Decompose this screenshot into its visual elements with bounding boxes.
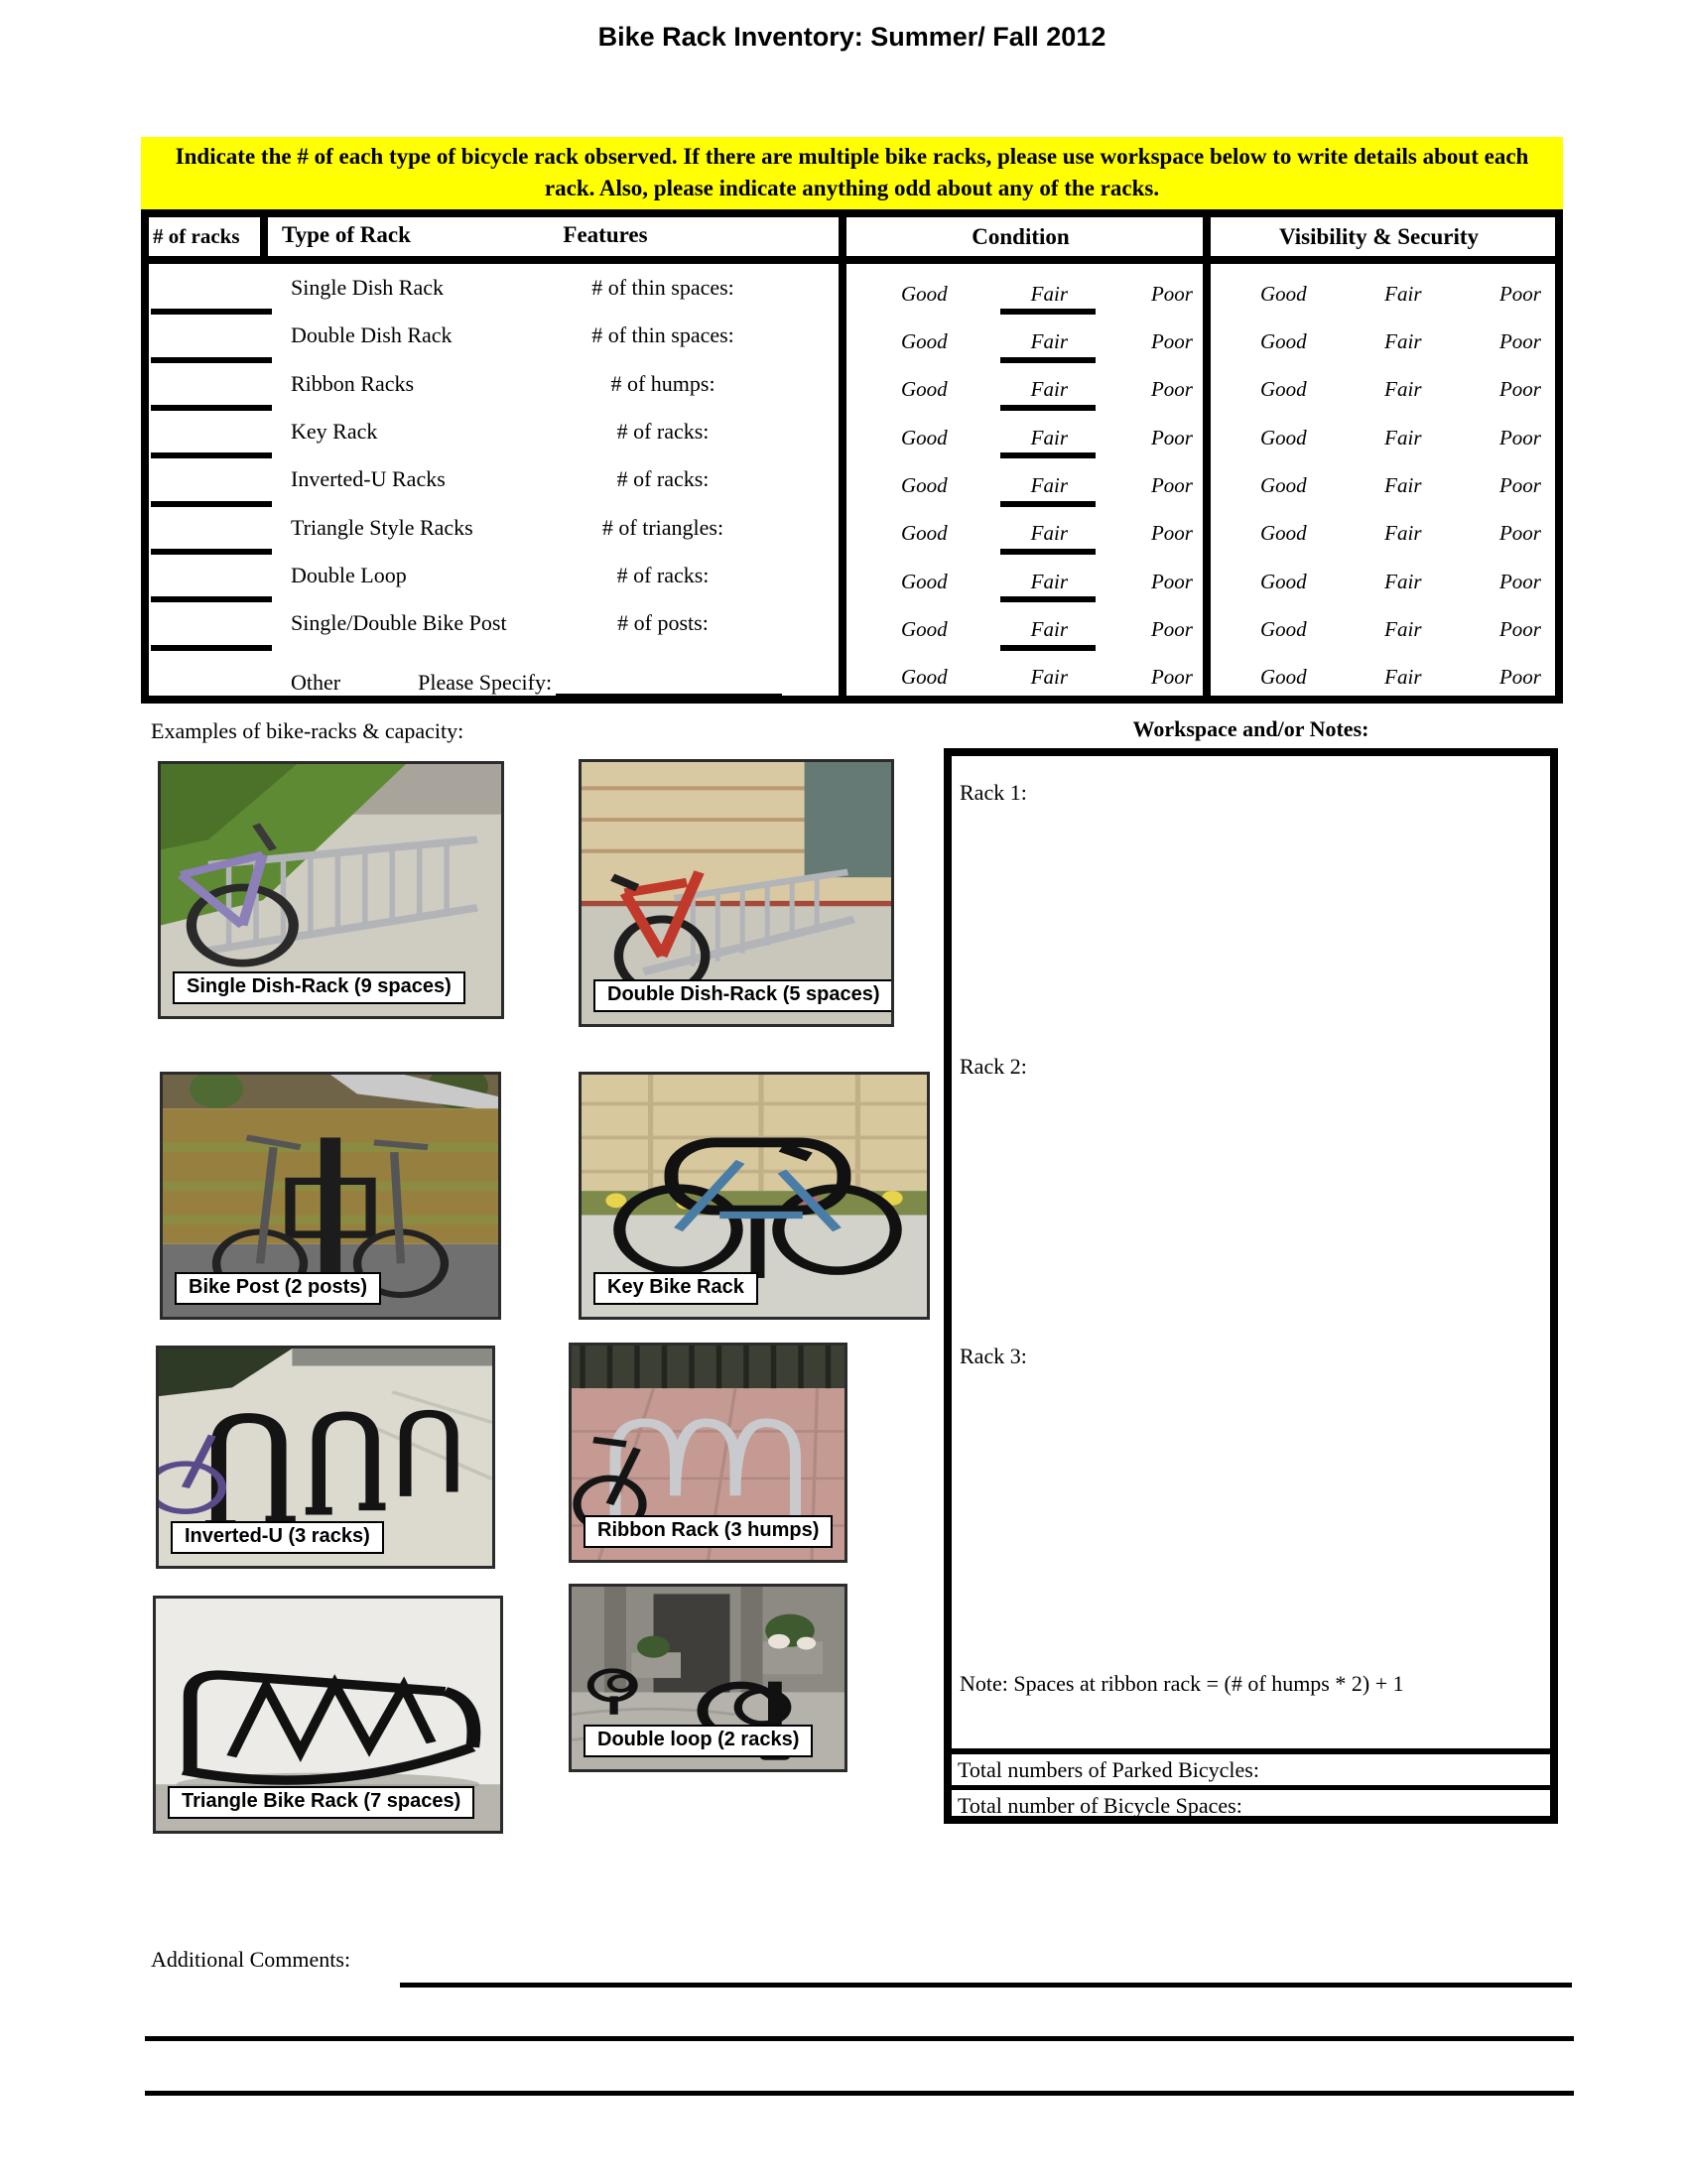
visibility-good[interactable]: Good [1260, 665, 1307, 690]
condition-good[interactable]: Good [901, 425, 948, 450]
photo-caption: Inverted-U (3 racks) [171, 1521, 384, 1554]
condition-fair[interactable]: Fair [1030, 616, 1068, 641]
rack-1-label: Rack 1: [960, 780, 1027, 805]
num-racks-cell[interactable] [149, 455, 276, 503]
workspace-box [944, 748, 1558, 1824]
visibility-fair[interactable]: Fair [1384, 377, 1422, 402]
num-racks-cell[interactable] [149, 408, 276, 455]
table-row-triangle [149, 504, 1555, 552]
condition-options [846, 461, 1211, 509]
rack-type-label: Ribbon Racks [291, 370, 415, 396]
visibility-poor[interactable]: Poor [1498, 377, 1541, 402]
visibility-good[interactable]: Good [1260, 328, 1307, 353]
visibility-options [1211, 510, 1555, 558]
visibility-fair[interactable]: Fair [1384, 665, 1422, 690]
feature-label: # of racks: [616, 466, 710, 492]
rack-type-label: Other [291, 669, 341, 695]
photo-triangle-rack [153, 1596, 503, 1834]
condition-options [846, 510, 1211, 558]
num-racks-cell[interactable] [149, 648, 276, 696]
table-row-key-rack [149, 408, 1555, 455]
condition-options [846, 270, 1211, 318]
condition-poor[interactable]: Poor [1150, 569, 1193, 593]
rack-1-notes-area[interactable] [952, 756, 1550, 1030]
photo-double-dish-rack [579, 759, 894, 1027]
photo-caption: Ribbon Rack (3 humps) [584, 1515, 833, 1548]
visibility-poor[interactable]: Poor [1498, 425, 1541, 450]
feature-label: # of posts: [617, 610, 709, 636]
condition-fair[interactable]: Fair [1030, 665, 1068, 690]
visibility-options [1211, 558, 1555, 605]
num-racks-cell[interactable] [149, 599, 276, 647]
photo-caption: Double Dish-Rack (5 spaces) [593, 979, 894, 1012]
table-header-row [149, 217, 1555, 264]
visibility-good[interactable]: Good [1260, 281, 1307, 306]
condition-poor[interactable]: Poor [1150, 665, 1193, 690]
visibility-poor[interactable]: Poor [1498, 665, 1541, 690]
table-row-single-dish [149, 264, 1555, 312]
rack-inventory-table [141, 209, 1563, 704]
visibility-fair[interactable]: Fair [1384, 569, 1422, 593]
workspace-heading: Workspace and/or Notes: [1132, 716, 1369, 741]
instructions-banner: Indicate the # of each type of bicycle rack observed. If there are multiple bike racks, please use workspace below to write details about each rack. Also, please indicate anything odd about any of the racks. [141, 137, 1563, 210]
photo-ribbon-rack [569, 1343, 847, 1563]
rack-type-label: Inverted-U Racks [291, 466, 446, 492]
visibility-options [1211, 654, 1555, 702]
visibility-poor[interactable]: Poor [1498, 569, 1541, 593]
visibility-options [1211, 270, 1555, 318]
column-divider [839, 217, 846, 696]
visibility-poor[interactable]: Poor [1498, 521, 1541, 546]
visibility-good[interactable]: Good [1260, 377, 1307, 402]
total-parked-bicycles-field[interactable]: Total numbers of Parked Bicycles: [952, 1748, 1550, 1785]
header-num-racks: # of racks [149, 217, 268, 256]
visibility-poor[interactable]: Poor [1498, 616, 1541, 641]
column-divider [1203, 217, 1211, 696]
visibility-options [1211, 605, 1555, 653]
feature-label: # of humps: [610, 370, 715, 396]
rack-type-label: Triangle Style Racks [291, 514, 473, 540]
condition-fair[interactable]: Fair [1030, 425, 1068, 450]
table-row-double-dish [149, 312, 1555, 359]
visibility-poor[interactable]: Poor [1498, 281, 1541, 306]
num-racks-cell[interactable] [149, 360, 276, 408]
photo-caption: Single Dish-Rack (9 spaces) [173, 971, 465, 1004]
condition-poor[interactable]: Poor [1150, 616, 1193, 641]
feature-label: # of thin spaces: [591, 322, 734, 348]
header-type-of-rack: Type of Rack [282, 222, 411, 247]
please-specify-label: Please Specify: [418, 669, 553, 695]
visibility-options [1211, 366, 1555, 414]
feature-label: # of racks: [616, 563, 710, 588]
condition-poor[interactable]: Poor [1150, 472, 1193, 497]
header-features: Features [563, 222, 648, 247]
num-racks-cell[interactable] [149, 504, 276, 552]
condition-good[interactable]: Good [901, 377, 948, 402]
header-condition: Condition [972, 223, 1070, 249]
condition-good[interactable]: Good [901, 665, 948, 690]
condition-poor[interactable]: Poor [1150, 328, 1193, 353]
condition-good[interactable]: Good [901, 616, 948, 641]
feature-label: # of racks: [616, 419, 710, 445]
condition-options [846, 366, 1211, 414]
comments-line-3[interactable] [145, 2091, 1574, 2096]
rack-type-label: Double Dish Rack [291, 322, 453, 348]
rack-3-notes-area[interactable] [952, 1320, 1550, 1647]
photo-caption: Bike Post (2 posts) [175, 1272, 381, 1305]
condition-options [846, 654, 1211, 702]
condition-poor[interactable]: Poor [1150, 425, 1193, 450]
condition-good[interactable]: Good [901, 281, 948, 306]
visibility-fair[interactable]: Fair [1384, 281, 1422, 306]
rack-2-label: Rack 2: [960, 1054, 1027, 1079]
table-row-ribbon [149, 360, 1555, 408]
visibility-options [1211, 461, 1555, 509]
condition-poor[interactable]: Poor [1150, 377, 1193, 402]
rack-type-label: Single Dish Rack [291, 275, 444, 301]
additional-comments-label: Additional Comments: [151, 1947, 351, 1972]
condition-options [846, 318, 1211, 365]
condition-fair[interactable]: Fair [1030, 472, 1068, 497]
table-body [149, 264, 1555, 696]
comments-line-1[interactable] [400, 1983, 1572, 1988]
examples-heading: Examples of bike-racks & capacity: [151, 718, 464, 743]
photo-key-bike-rack [579, 1072, 930, 1320]
visibility-good[interactable]: Good [1260, 425, 1307, 450]
table-row-bike-post [149, 599, 1555, 647]
visibility-good[interactable]: Good [1260, 569, 1307, 593]
visibility-fair[interactable]: Fair [1384, 328, 1422, 353]
feature-label: # of triangles: [601, 514, 724, 540]
rack-type-label: Key Rack [291, 419, 378, 445]
condition-good[interactable]: Good [901, 472, 948, 497]
num-racks-cell[interactable] [149, 264, 276, 312]
comments-line-2[interactable] [145, 2036, 1574, 2041]
table-row-other [149, 648, 1555, 696]
total-bicycle-spaces-field[interactable]: Total number of Bicycle Spaces: [952, 1785, 1550, 1816]
condition-good[interactable]: Good [901, 328, 948, 353]
please-specify-blank[interactable] [556, 670, 782, 696]
condition-options [846, 558, 1211, 605]
photo-bike-post [160, 1072, 501, 1320]
visibility-good[interactable]: Good [1260, 616, 1307, 641]
condition-poor[interactable]: Poor [1150, 281, 1193, 306]
ribbon-rack-note: Note: Spaces at ribbon rack = (# of humps * 2) + 1 [960, 1671, 1404, 1696]
condition-fair[interactable]: Fair [1030, 328, 1068, 353]
photo-inverted-u [156, 1346, 495, 1569]
rack-type-label: Single/Double Bike Post [291, 610, 507, 636]
rack-2-notes-area[interactable] [952, 1030, 1550, 1320]
num-racks-cell[interactable] [149, 312, 276, 359]
visibility-good[interactable]: Good [1260, 472, 1307, 497]
num-racks-cell[interactable] [149, 552, 276, 599]
header-visibility-security: Visibility & Security [1278, 223, 1480, 249]
condition-good[interactable]: Good [901, 569, 948, 593]
photo-caption: Key Bike Rack [593, 1272, 758, 1305]
visibility-fair[interactable]: Fair [1384, 616, 1422, 641]
table-row-double-loop [149, 552, 1555, 599]
visibility-options [1211, 318, 1555, 365]
condition-fair[interactable]: Fair [1030, 569, 1068, 593]
condition-good[interactable]: Good [901, 521, 948, 546]
condition-options [846, 414, 1211, 461]
visibility-poor[interactable]: Poor [1498, 472, 1541, 497]
visibility-fair[interactable]: Fair [1384, 521, 1422, 546]
visibility-fair[interactable]: Fair [1384, 425, 1422, 450]
photo-single-dish-rack [158, 761, 504, 1019]
table-row-inverted-u [149, 455, 1555, 503]
condition-poor[interactable]: Poor [1150, 521, 1193, 546]
header-type-features [268, 217, 839, 256]
visibility-good[interactable]: Good [1260, 521, 1307, 546]
photo-caption: Triangle Bike Rack (7 spaces) [168, 1786, 474, 1819]
visibility-fair[interactable]: Fair [1384, 472, 1422, 497]
condition-fair[interactable]: Fair [1030, 521, 1068, 546]
photo-double-loop [569, 1584, 847, 1772]
condition-options [846, 605, 1211, 653]
photo-caption: Double loop (2 racks) [584, 1725, 813, 1757]
visibility-options [1211, 414, 1555, 461]
rack-3-label: Rack 3: [960, 1344, 1027, 1368]
page-title: Bike Rack Inventory: Summer/ Fall 2012 [597, 22, 1106, 52]
visibility-poor[interactable]: Poor [1498, 328, 1541, 353]
rack-type-label: Double Loop [291, 563, 407, 588]
condition-fair[interactable]: Fair [1030, 281, 1068, 306]
condition-fair[interactable]: Fair [1030, 377, 1068, 402]
feature-label: # of thin spaces: [591, 275, 734, 301]
